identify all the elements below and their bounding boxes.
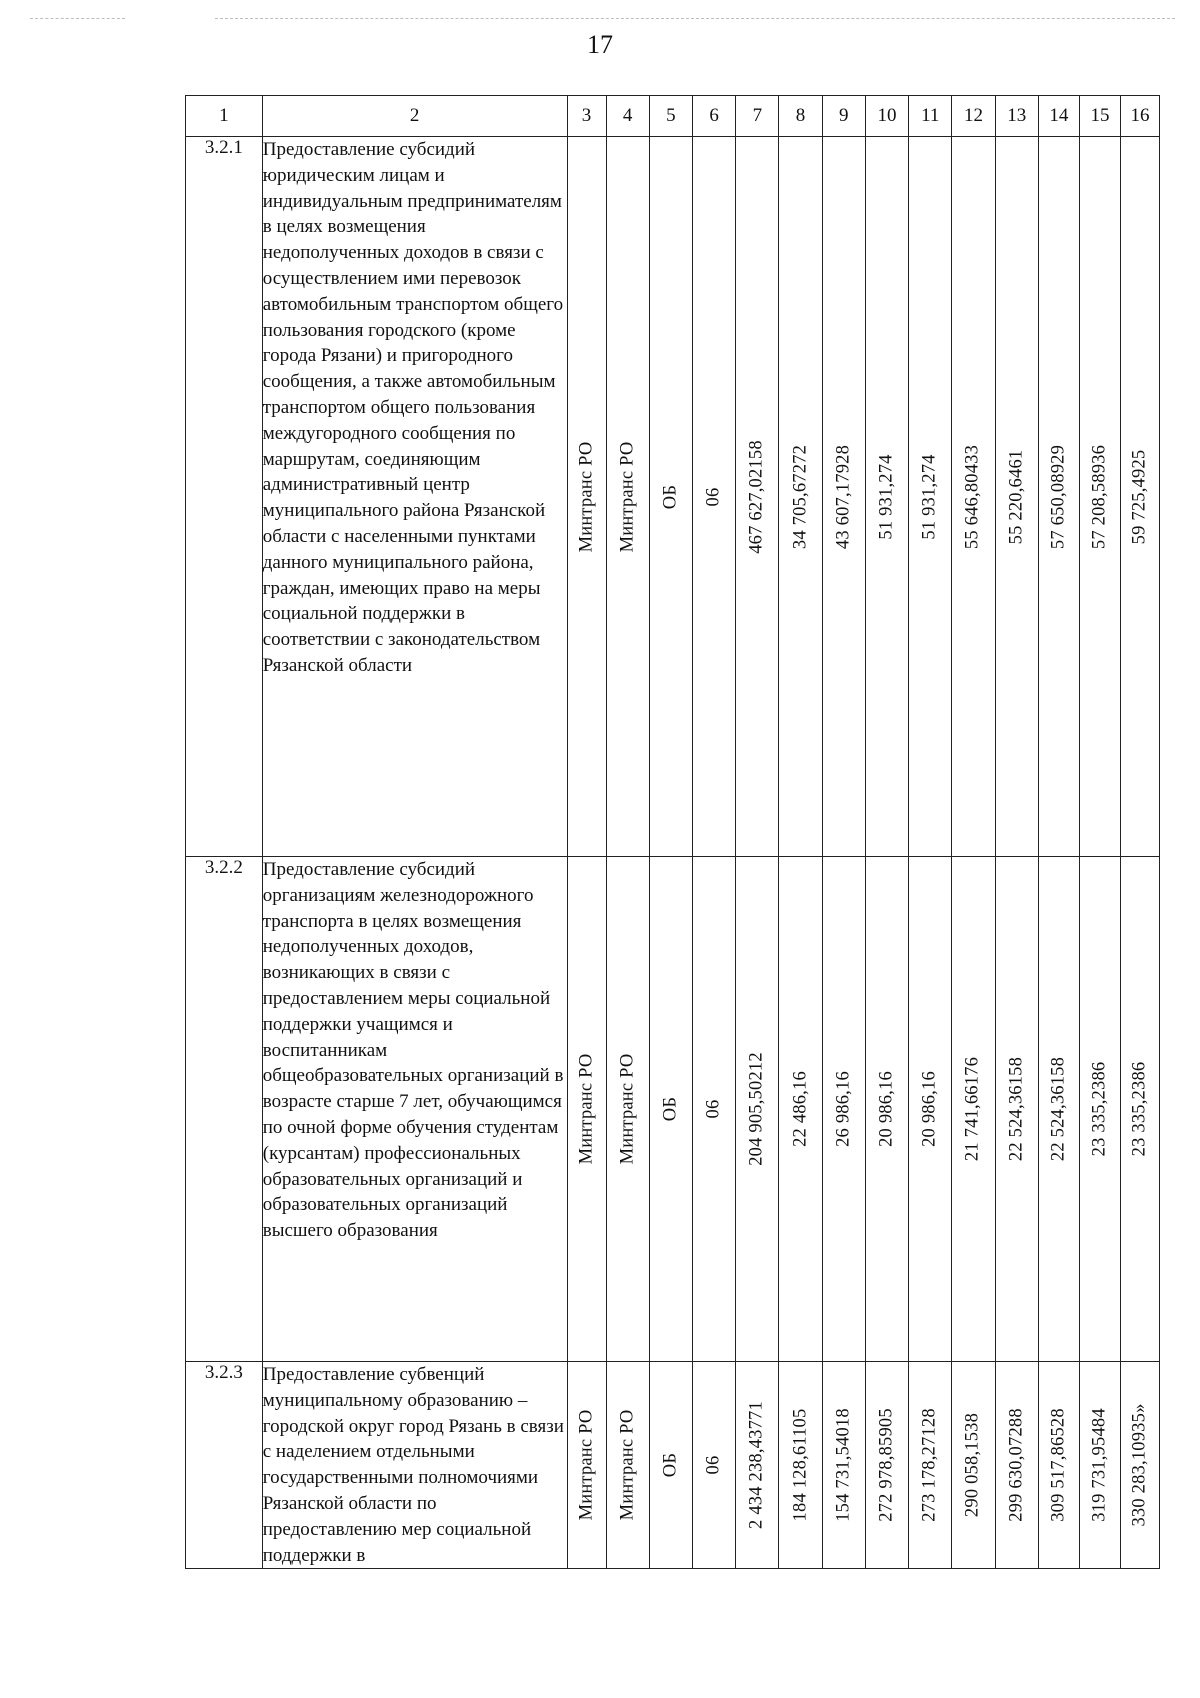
value-cell: 59 725,4925: [1121, 137, 1160, 857]
value-cell: 23 335,2386: [1079, 857, 1120, 1362]
value-cell: 184 128,61105: [779, 1362, 822, 1569]
column-number: 5: [649, 96, 692, 137]
value-cell: 299 630,07288: [995, 1362, 1038, 1569]
value-cell: 319 731,95484: [1079, 1362, 1120, 1569]
value-cell: 467 627,02158: [736, 137, 779, 857]
source-cell: ОБ: [649, 137, 692, 857]
value-cell: 55 220,6461: [995, 137, 1038, 857]
column-number: 1: [186, 96, 263, 137]
column-number: 13: [995, 96, 1038, 137]
value-cell: 55 646,80433: [952, 137, 995, 857]
column-number: 11: [909, 96, 952, 137]
value-cell: 330 283,10935»: [1121, 1362, 1160, 1569]
table-row: [186, 857, 1160, 1362]
column-number: 3: [567, 96, 606, 137]
column-number: 8: [779, 96, 822, 137]
column-number: 10: [865, 96, 908, 137]
value-cell: 43 607,17928: [822, 137, 865, 857]
table-row: [186, 1362, 1160, 1569]
value-cell: 22 524,36158: [1038, 857, 1079, 1362]
administrator-cell: Минтранс РО: [606, 137, 649, 857]
executor-cell: Минтранс РО: [567, 857, 606, 1362]
scan-edge-line: [30, 18, 125, 19]
row-description: Предоставление субвенций муниципальному образованию – городской округ город Рязань в связи с наделением отдельными государственными полномочиями Рязанской области по предоставлению мер социальной поддержки в: [262, 1362, 567, 1569]
value-cell: 20 986,16: [865, 857, 908, 1362]
column-number: 4: [606, 96, 649, 137]
row-number: 3.2.2: [186, 857, 263, 1362]
code-cell: 06: [692, 137, 735, 857]
value-cell: 154 731,54018: [822, 1362, 865, 1569]
value-cell: 57 650,08929: [1038, 137, 1079, 857]
value-cell: 26 986,16: [822, 857, 865, 1362]
code-cell: 06: [692, 1362, 735, 1569]
value-cell: 22 486,16: [779, 857, 822, 1362]
value-cell: 51 931,274: [909, 137, 952, 857]
value-cell: 309 517,86528: [1038, 1362, 1079, 1569]
row-number: 3.2.3: [186, 1362, 263, 1569]
column-number: 9: [822, 96, 865, 137]
column-number: 7: [736, 96, 779, 137]
executor-cell: Минтранс РО: [567, 1362, 606, 1569]
column-number: 2: [262, 96, 567, 137]
column-number: 14: [1038, 96, 1079, 137]
value-cell: 204 905,50212: [736, 857, 779, 1362]
value-cell: 2 434 238,43771: [736, 1362, 779, 1569]
executor-cell: Минтранс РО: [567, 137, 606, 857]
value-cell: 272 978,85905: [865, 1362, 908, 1569]
page-number: 17: [587, 30, 613, 59]
column-number: 15: [1079, 96, 1120, 137]
value-cell: 20 986,16: [909, 857, 952, 1362]
source-cell: ОБ: [649, 857, 692, 1362]
row-description: Предоставление субсидий юридическим лицам и индивидуальным предпринимателям в целях возмещения недополученных доходов в связи с осуществлением ими перевозок автомобильным транспортом общего пользования городского (кроме города Рязани) и пригородного сообщения, а также автомобильным транспортом общего пользования междугородного сообщения по маршрутам, соединяющим административный центр муниципального района Рязанской области с населенными пунктами данного муниципального района, граждан, имеющих право на меры социальной поддержки в соответствии с законодательством Рязанской области: [262, 137, 567, 857]
value-cell: 51 931,274: [865, 137, 908, 857]
column-number: 12: [952, 96, 995, 137]
value-cell: 22 524,36158: [995, 857, 1038, 1362]
value-cell: 57 208,58936: [1079, 137, 1120, 857]
value-cell: 21 741,66176: [952, 857, 995, 1362]
header-row: [186, 96, 1160, 137]
value-cell: 34 705,67272: [779, 137, 822, 857]
value-cell: 290 058,1538: [952, 1362, 995, 1569]
column-number: 16: [1121, 96, 1160, 137]
source-cell: ОБ: [649, 1362, 692, 1569]
code-cell: 06: [692, 857, 735, 1362]
scan-edge-line: [215, 18, 1175, 19]
row-number: 3.2.1: [186, 137, 263, 857]
administrator-cell: Минтранс РО: [606, 857, 649, 1362]
table-row: [186, 137, 1160, 857]
administrator-cell: Минтранс РО: [606, 1362, 649, 1569]
value-cell: 23 335,2386: [1121, 857, 1160, 1362]
program-table: [185, 95, 1160, 1569]
row-description: Предоставление субсидий организациям железнодорожного транспорта в целях возмещения недополученных доходов, возникающих в связи с предоставлением меры социальной поддержки учащимся и воспитанникам общеобразовательных организаций в возрасте старше 7 лет, обучающимся по очной форме обучения студентам (курсантам) профессиональных образовательных организаций и образовательных организаций высшего образования: [262, 857, 567, 1362]
value-cell: 273 178,27128: [909, 1362, 952, 1569]
column-number: 6: [692, 96, 735, 137]
